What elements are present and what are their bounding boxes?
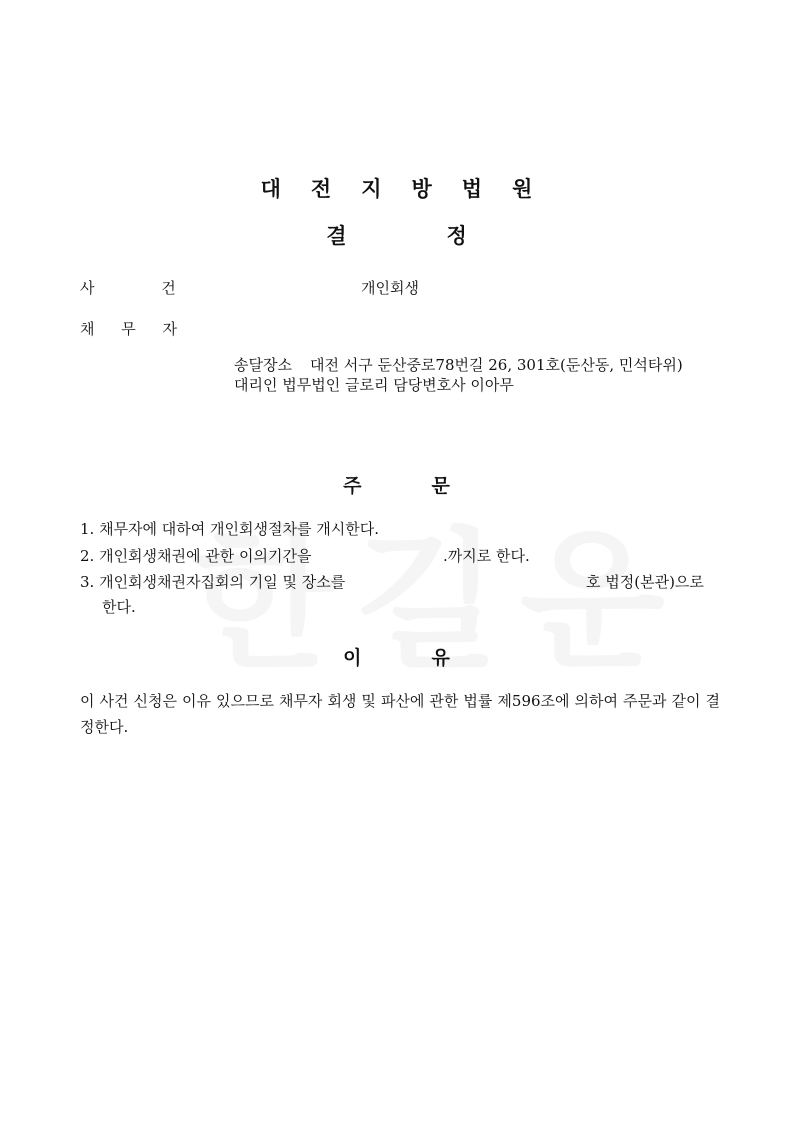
order-item-1: 1. 채무자에 대하여 개인회생절차를 개시한다. xyxy=(80,520,379,538)
reason-heading: 이유 xyxy=(343,647,520,669)
service-address-label: 송달장소 xyxy=(234,356,292,374)
debtor-label: 채 무 자 xyxy=(80,320,178,338)
order-item-3-continuation: 한다. xyxy=(102,598,136,616)
service-address xyxy=(234,355,719,375)
debtor-info xyxy=(234,355,719,395)
service-address-value: 대전 서구 둔산중로78번길 26, 301호(둔산동, 민석타위) xyxy=(309,356,683,374)
case-label: 사 건 xyxy=(80,279,176,297)
case-value: 개인회생 xyxy=(361,279,419,297)
order-item-2: 2. 개인회생채권에 관한 이의기간을 xyxy=(80,547,312,565)
order-item-3-tail: 호 법정(본관)으로 xyxy=(586,573,704,591)
order-heading: 주문 xyxy=(343,475,520,497)
debtor-agent: 대리인 법무법인 글로리 담당변호사 이아무 xyxy=(234,376,514,394)
reason-text: 이 사건 신청은 이유 있으므로 채무자 회생 및 파산에 관한 법률 제596조에 의하여 주문과 같이 결정한다. xyxy=(80,692,720,736)
order-item-3: 3. 개인회생채권자집회의 기일 및 장소를 xyxy=(80,573,346,591)
document-type-title: 결정 xyxy=(326,224,567,248)
court-name: 대전지방법원 xyxy=(260,177,563,201)
order-item-2-tail: .까지로 한다. xyxy=(443,547,530,565)
